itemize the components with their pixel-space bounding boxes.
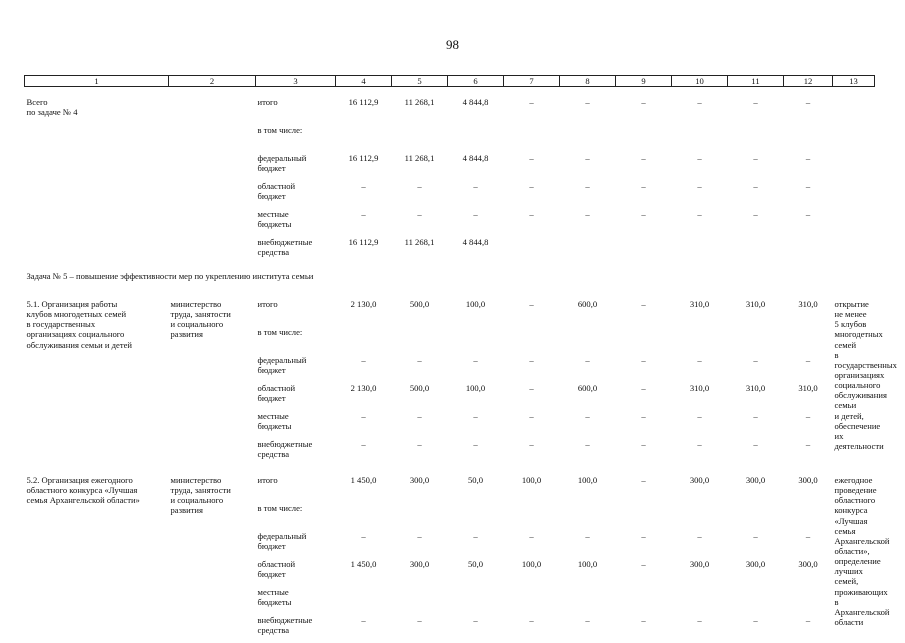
column-header: 4 [336, 76, 392, 87]
table-row [25, 475, 875, 503]
table-body [25, 87, 875, 643]
amount-cell: – [728, 439, 784, 467]
amount-cell [616, 587, 672, 615]
amount-cell [616, 327, 672, 355]
program-table [24, 75, 875, 643]
amount-cell: – [560, 181, 616, 209]
amount-cell [504, 587, 560, 615]
amount-cell: – [392, 439, 448, 467]
column-header: 6 [448, 76, 504, 87]
amount-cell: 300,0 [728, 559, 784, 587]
amount-cell: 600,0 [560, 383, 616, 411]
amount-cell: – [392, 355, 448, 383]
amount-cell: – [784, 439, 833, 467]
measure-description: 5.2. Организация ежегодного областного конкурса «Лучшая семья Архангельской области» [25, 475, 169, 643]
amount-cell: – [448, 615, 504, 643]
section-total-title: Всего по задаче № 4 [25, 97, 256, 265]
amount-cell: – [728, 411, 784, 439]
amount-cell [728, 237, 784, 265]
column-header: 2 [169, 76, 256, 87]
amount-cell: – [560, 153, 616, 181]
amount-cell [392, 327, 448, 355]
amount-cell: 100,0 [560, 475, 616, 503]
amount-cell [448, 587, 504, 615]
amount-cell: – [728, 209, 784, 237]
amount-cell: – [616, 383, 672, 411]
amount-cell: 4 844,8 [448, 237, 504, 265]
funding-source: в том числе: [256, 503, 336, 531]
amount-cell: – [784, 615, 833, 643]
amount-cell: 50,0 [448, 559, 504, 587]
amount-cell: – [616, 531, 672, 559]
amount-cell: – [616, 299, 672, 327]
column-header: 3 [256, 76, 336, 87]
amount-cell: – [504, 97, 560, 125]
column-header: 10 [672, 76, 728, 87]
amount-cell: 300,0 [392, 475, 448, 503]
column-header: 8 [560, 76, 616, 87]
amount-cell: 2 130,0 [336, 299, 392, 327]
amount-cell: – [336, 439, 392, 467]
amount-cell: 500,0 [392, 299, 448, 327]
amount-cell: – [504, 355, 560, 383]
amount-cell: – [504, 531, 560, 559]
amount-cell [784, 503, 833, 531]
column-header: 9 [616, 76, 672, 87]
amount-cell [504, 125, 560, 153]
amount-cell: – [728, 531, 784, 559]
amount-cell: – [560, 531, 616, 559]
amount-cell [728, 327, 784, 355]
spacer-cell [25, 467, 875, 475]
amount-cell [784, 125, 833, 153]
funding-source: в том числе: [256, 125, 336, 153]
amount-cell [448, 125, 504, 153]
amount-cell: – [504, 299, 560, 327]
amount-cell: – [504, 153, 560, 181]
amount-cell [728, 503, 784, 531]
expected-result: открытие не менее 5 клубов многодетных семей в государственных организациях социального обслуживания семьи и детей, обеспечение их деятельности [833, 299, 875, 467]
amount-cell: – [616, 439, 672, 467]
task-title: Задача № 5 – повышение эффективности мер по укреплению института семьи [25, 271, 875, 293]
amount-cell: 100,0 [560, 559, 616, 587]
amount-cell: 100,0 [448, 383, 504, 411]
column-header: 12 [784, 76, 833, 87]
amount-cell: – [616, 615, 672, 643]
amount-cell: – [728, 97, 784, 125]
amount-cell [616, 125, 672, 153]
amount-cell: 16 112,9 [336, 237, 392, 265]
column-header: 13 [833, 76, 875, 87]
amount-cell [448, 503, 504, 531]
amount-cell: – [336, 411, 392, 439]
amount-cell: – [672, 411, 728, 439]
amount-cell [392, 125, 448, 153]
amount-cell [336, 503, 392, 531]
amount-cell: – [672, 615, 728, 643]
column-header: 1 [25, 76, 169, 87]
amount-cell: 4 844,8 [448, 97, 504, 125]
amount-cell: – [728, 153, 784, 181]
amount-cell: 16 112,9 [336, 97, 392, 125]
column-header: 5 [392, 76, 448, 87]
amount-cell [616, 503, 672, 531]
amount-cell: – [784, 153, 833, 181]
amount-cell: – [616, 559, 672, 587]
amount-cell [504, 327, 560, 355]
amount-cell: – [784, 411, 833, 439]
amount-cell [336, 125, 392, 153]
amount-cell: – [560, 615, 616, 643]
amount-cell: 50,0 [448, 475, 504, 503]
amount-cell: – [392, 531, 448, 559]
spacer-row [25, 467, 875, 475]
funding-source: итого [256, 97, 336, 125]
amount-cell: – [728, 615, 784, 643]
amount-cell [672, 237, 728, 265]
amount-cell: – [784, 97, 833, 125]
column-number-row [25, 76, 875, 87]
amount-cell: 1 450,0 [336, 475, 392, 503]
amount-cell: 100,0 [504, 475, 560, 503]
funding-source: внебюджетные средства [256, 237, 336, 265]
amount-cell: 300,0 [784, 475, 833, 503]
amount-cell: 500,0 [392, 383, 448, 411]
amount-cell [560, 587, 616, 615]
amount-cell: – [560, 411, 616, 439]
funding-source: федеральный бюджет [256, 153, 336, 181]
amount-cell: 1 450,0 [336, 559, 392, 587]
amount-cell: 300,0 [784, 559, 833, 587]
amount-cell [504, 237, 560, 265]
table-row [25, 97, 875, 125]
amount-cell [672, 503, 728, 531]
funding-source: федеральный бюджет [256, 355, 336, 383]
amount-cell: 300,0 [392, 559, 448, 587]
funding-source: областной бюджет [256, 383, 336, 411]
amount-cell: – [672, 439, 728, 467]
amount-cell: 2 130,0 [336, 383, 392, 411]
amount-cell: – [784, 209, 833, 237]
empty-cell [833, 97, 875, 265]
amount-cell [672, 327, 728, 355]
column-header: 7 [504, 76, 560, 87]
amount-cell [448, 327, 504, 355]
funding-source: итого [256, 299, 336, 327]
funding-source: местные бюджеты [256, 587, 336, 615]
amount-cell [728, 587, 784, 615]
expected-result: ежегодное проведение областного конкурса «Лучшая семья Архангельской области», определение лучших семей, проживающих в Архангельской области [833, 475, 875, 643]
amount-cell [784, 327, 833, 355]
amount-cell: – [672, 181, 728, 209]
amount-cell: – [336, 209, 392, 237]
amount-cell: – [616, 97, 672, 125]
amount-cell: – [392, 181, 448, 209]
amount-cell: – [448, 439, 504, 467]
amount-cell: 310,0 [728, 383, 784, 411]
amount-cell: 300,0 [672, 475, 728, 503]
amount-cell: 310,0 [728, 299, 784, 327]
funding-source: федеральный бюджет [256, 531, 336, 559]
amount-cell: – [616, 475, 672, 503]
amount-cell [672, 125, 728, 153]
amount-cell: 310,0 [672, 383, 728, 411]
amount-cell: – [448, 411, 504, 439]
amount-cell: – [784, 355, 833, 383]
amount-cell: – [672, 97, 728, 125]
amount-cell: 300,0 [672, 559, 728, 587]
amount-cell: 4 844,8 [448, 153, 504, 181]
responsible-executor: министерство труда, занятости и социального развития [169, 475, 256, 643]
funding-source: итого [256, 475, 336, 503]
amount-cell: – [616, 411, 672, 439]
amount-cell: – [336, 615, 392, 643]
amount-cell: – [504, 209, 560, 237]
funding-source: местные бюджеты [256, 209, 336, 237]
amount-cell: 11 268,1 [392, 97, 448, 125]
amount-cell: – [728, 355, 784, 383]
amount-cell [392, 503, 448, 531]
amount-cell: – [672, 531, 728, 559]
amount-cell: – [504, 411, 560, 439]
amount-cell: – [560, 209, 616, 237]
spacer-row [25, 87, 875, 98]
amount-cell: – [560, 355, 616, 383]
funding-source: внебюджетные средства [256, 615, 336, 643]
amount-cell: – [504, 383, 560, 411]
measure-description: 5.1. Организация работы клубов многодетных семей в государственных организациях социального обслуживания семьи и детей [25, 299, 169, 467]
amount-cell: – [616, 355, 672, 383]
funding-source: областной бюджет [256, 181, 336, 209]
amount-cell [504, 503, 560, 531]
amount-cell: 100,0 [448, 299, 504, 327]
amount-cell: – [616, 153, 672, 181]
amount-cell: – [672, 355, 728, 383]
amount-cell [392, 587, 448, 615]
amount-cell [336, 327, 392, 355]
funding-source: в том числе: [256, 327, 336, 355]
amount-cell [336, 587, 392, 615]
spacer-cell [25, 87, 875, 98]
amount-cell: – [728, 181, 784, 209]
amount-cell: – [616, 209, 672, 237]
amount-cell: – [448, 355, 504, 383]
amount-cell [560, 503, 616, 531]
responsible-executor: министерство труда, занятости и социального развития [169, 299, 256, 467]
amount-cell: 310,0 [672, 299, 728, 327]
amount-cell [616, 237, 672, 265]
amount-cell [784, 587, 833, 615]
amount-cell: – [672, 153, 728, 181]
amount-cell [672, 587, 728, 615]
amount-cell [560, 237, 616, 265]
amount-cell: 100,0 [504, 559, 560, 587]
page-number: 98 [0, 37, 905, 53]
amount-cell: – [336, 355, 392, 383]
amount-cell: – [616, 181, 672, 209]
amount-cell: – [392, 209, 448, 237]
amount-cell [560, 327, 616, 355]
amount-cell: – [448, 209, 504, 237]
amount-cell [560, 125, 616, 153]
amount-cell: – [504, 181, 560, 209]
amount-cell: – [784, 531, 833, 559]
amount-cell: – [504, 615, 560, 643]
amount-cell: – [448, 531, 504, 559]
amount-cell: – [336, 181, 392, 209]
amount-cell: 16 112,9 [336, 153, 392, 181]
column-header: 11 [728, 76, 784, 87]
amount-cell: – [560, 439, 616, 467]
amount-cell: 310,0 [784, 299, 833, 327]
funding-source: местные бюджеты [256, 411, 336, 439]
amount-cell: – [392, 615, 448, 643]
amount-cell: 310,0 [784, 383, 833, 411]
amount-cell [784, 237, 833, 265]
amount-cell: 300,0 [728, 475, 784, 503]
task-heading-row [25, 271, 875, 293]
amount-cell: – [336, 531, 392, 559]
funding-source: областной бюджет [256, 559, 336, 587]
amount-cell: – [392, 411, 448, 439]
amount-cell: – [448, 181, 504, 209]
table-row [25, 299, 875, 327]
amount-cell: 11 268,1 [392, 153, 448, 181]
amount-cell: 600,0 [560, 299, 616, 327]
amount-cell [728, 125, 784, 153]
amount-cell: 11 268,1 [392, 237, 448, 265]
amount-cell: – [784, 181, 833, 209]
amount-cell: – [672, 209, 728, 237]
amount-cell: – [560, 97, 616, 125]
funding-source: внебюджетные средства [256, 439, 336, 467]
amount-cell: – [504, 439, 560, 467]
